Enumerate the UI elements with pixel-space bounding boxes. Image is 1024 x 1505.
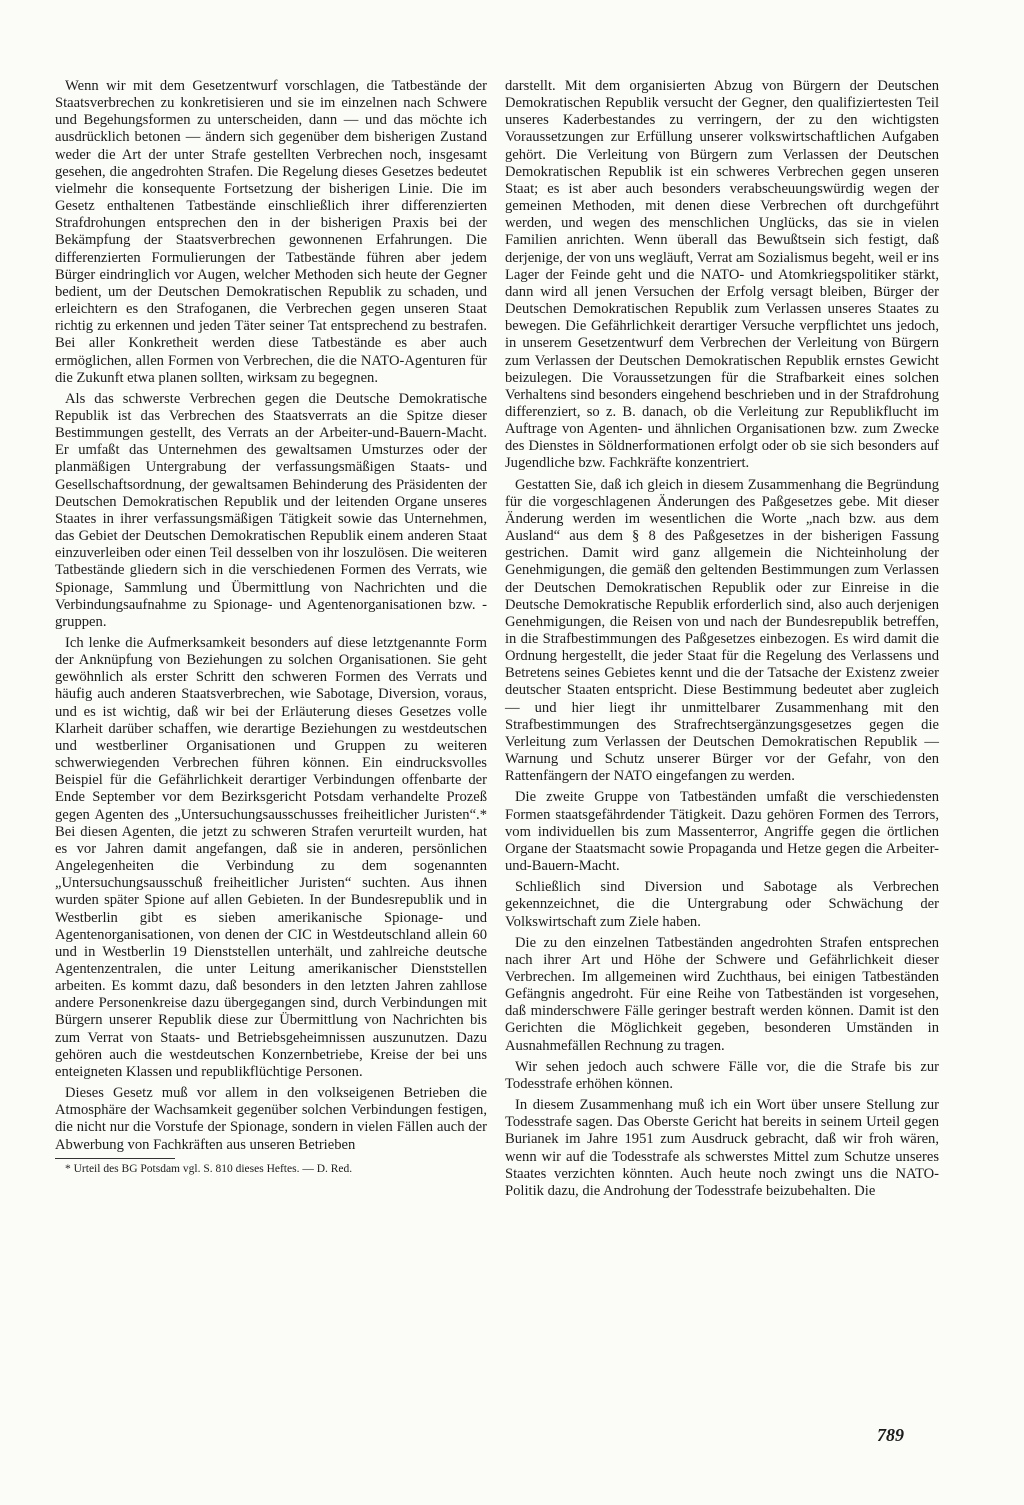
paragraph: Die zu den einzelnen Tatbeständen angedrohten Strafen entsprechen nach ihrer Art und Höhe der Schwere und Gefährlichkeit dieser Verbrechen. Im allgemeinen wird Zuchthaus, bei einigen Tatbeständen Gefängnis angedroht. Für eine Reihe von Tatbeständen ist vorgesehen, daß minderschwere Fälle geringer bestraft werden können. Damit ist den Gerichten die Möglichkeit gegeben, besonderen Umständen in Ausnahmefällen Rechnung zu tragen. [505,934,939,1054]
left-column [55,78,487,1180]
page-number: 789 [877,1425,904,1445]
paragraph: Wir sehen jedoch auch schwere Fälle vor, die die Strafe bis zur Todesstrafe erhöhen können. [505,1058,939,1092]
paragraph: Wenn wir mit dem Gesetzentwurf vorschlagen, die Tatbestände der Staatsverbrechen zu konkretisieren und sie im einzelnen nach Schwere und Begehungsformen zu unterscheiden, dann — und das möchte ich ausdrücklich betonen — ändern sich gegenüber dem bisherigen Zustand weder die Art der unter Strafe gestellten Verbrechen noch, insgesamt gesehen, die angedrohten Strafen. Die Regelung dieses Gesetzes bedeutet vielmehr die konsequente Fortsetzung der bisherigen Linie. Die im Gesetz enthaltenen Tatbestände einschließlich ihrer differenzierten Strafdrohungen entsprechen den in der bisherigen Praxis bei der Bekämpfung der Staatsverbrechen gewonnenen Erfahrungen. Die differenzierten Formulierungen der Tatbestände führen aber jedem Bürger eindringlich vor Augen, welcher Methoden sich heute der Gegner bedient, um der Deutschen Demokratischen Republik zu schaden, und erleichtern es den Strafoganen, die Verbrechen gegen unseren Staat richtig zu erkennen und jeden Täter seiner Tat entsprechend zu bestrafen. Bei aller Konkretheit werden diese Tatbestände es aber auch ermöglichen, allen Formen von Verbrechen, die die NATO-Agenturen für die Zukunft etwa planen sollten, wirksam zu begegnen. [55,78,487,386]
right-column [505,78,939,1204]
paragraph: In diesem Zusammenhang muß ich ein Wort über unsere Stellung zur Todesstrafe sagen. Das Oberste Gericht hat bereits in seinem Urteil gegen Burianek im Jahre 1951 zum Ausdruck gebracht, daß wir froh wären, wenn wir auf die Todesstrafe als schwerstes Mittel zum Schutze unseres Staates verzichten könnten. Auch heute noch zwingt uns die NATO-Politik dazu, die Androhung der Todesstrafe beizubehalten. Die [505,1097,939,1199]
paragraph: Die zweite Gruppe von Tatbeständen umfaßt die verschiedensten Formen staatsgefährdender Tätigkeit. Dazu gehören Formen des Terrors, vom individuellen bis zum Massenterror, Angriffe gegen die örtlichen Organe der Staatsmacht sowie Propaganda und Hetze gegen die Arbeiter-und-Bauern-Macht. [505,789,939,875]
paragraph: Ich lenke die Aufmerksamkeit besonders auf diese letztgenannte Form der Anknüpfung von Beziehungen zu solchen Organisationen. Sie geht gewöhnlich als erster Schritt den schweren Formen des Verrats und häufig auch anderen Staatsverbrechen, wie Sabotage, Diversion, voraus, und es ist wichtig, daß wir bei der Erläuterung dieses Gesetzes volle Klarheit darüber schaffen, wie derartige Beziehungen zu westdeutschen und westberliner Organisationen und Gruppen zu weiteren schwerwiegenden Verbrechen führen können. Ein eindrucksvolles Beispiel für die Gefährlichkeit derartiger Verbindungen offenbarte der Ende September vor dem Bezirksgericht Potsdam verhandelte Prozeß gegen Agenten des „Untersuchungsausschusses freiheitlicher Juristen“.* Bei diesen Agenten, die jetzt zu schweren Strafen verurteilt wurden, hat es vor Jahren damit angefangen, daß sie in anderen, persönlichen Angelegenheiten die Verbindung zu dem sogenannten „Untersuchungsausschuß freiheitlicher Juristen“ suchten. Aus ihnen wurden später Spione auf allen Gebieten. In der Bundesrepublik und in Westberlin gibt es sieben amerikanische Spionage- und Agentenorganisationen, von denen der CIC in Westdeutschland allein 60 und in Westberlin 19 Dienststellen unterhält, und zahlreiche deutsche Agentenzentralen, die unter Leitung amerikanischer Dienststellen arbeiten. Es kommt dazu, daß besonders in den letzten Jahren zahllose andere Personenkreise dazu übergegangen sind, durch Verbindungen mit Bürgern unserer Republik diese zur Übermittlung von Nachrichten bis zum Verrat von Staats- und Betriebsgeheimnissen auszunutzen. Dazu gehören auch die westdeutschen Konzernbetriebe, Kreise der bei uns enteigneten Klassen und republikflüchtige Personen. [55,635,487,1080]
footnote-divider [55,1158,175,1159]
paragraph: Als das schwerste Verbrechen gegen die Deutsche Demokratische Republik ist das Verbrechen des Staatsverrats an die Spitze dieser Bestimmungen gestellt, des Verrats an der Arbeiter-und-Bauern-Macht. Er umfaßt das Unternehmen des gewaltsamen Umsturzes oder der planmäßigen Untergrabung der verfassungsmäßigen Staats- und Gesellschaftsordnung, der gewaltsamen Behinderung des Präsidenten der Deutschen Demokratischen Republik und der leitenden Organe unseres Staates in ihrer verfassungsmäßigen Tätigkeit sowie das Unternehmen, das Gebiet der Deutschen Demokratischen Republik einem anderen Staat einzuverleiben oder einen Teil desselben von ihr loszulösen. Die weiteren Tatbestände gliedern sich in die verschiedenen Formen des Verrats, wie Spionage, Sammlung und Übermittlung von Nachrichten und die Verbindungsaufnahme zu Spionage- und Agentenorganisationen bzw. -gruppen. [55,390,487,630]
footnote: * Urteil des BG Potsdam vgl. S. 810 dieses Heftes. — D. Red. [65,1162,353,1175]
paragraph: Schließlich sind Diversion und Sabotage als Verbrechen gekennzeichnet, die die Untergrabung oder Schwächung der Volkswirtschaft zum Ziele haben. [505,879,939,930]
paragraph: Dieses Gesetz muß vor allem in den volkseigenen Betrieben die Atmosphäre der Wachsamkeit gegenüber solchen Verbindungen festigen, die nicht nur die Vorstufe der Spionage, sondern in vielen Fällen auch der Abwerbung von Fachkräften aus unseren Betrieben [55,1085,487,1153]
paragraph-continuation: darstellt. Mit dem organisierten Abzug von Bürgern der Deutschen Demokratischen Republik versucht der Gegner, den qualifiziertesten Teil unseres Kaderbestandes zu verringern, der zu den wichtigsten Voraussetzungen zur Erfüllung unserer volkswirtschaftlichen Aufgaben gehört. Die Verleitung von Bürgern zum Verlassen der Deutschen Demokratischen Republik ist ein schweres Verbrechen gegen unseren Staat; es ist aber auch besonders verabscheuungswürdig wegen der gemeinen Methoden, mit denen diese Verbrechen oft durchgeführt werden, und wegen des menschlichen Unglücks, das sie in vielen Familien anrichten. Wenn überall das Bewußtsein sich festigt, daß derjenige, der von uns wegläuft, Verrat am Sozialismus begeht, weil er ins Lager der Feinde geht und die NATO- und Atomkriegspolitiker stärkt, dann wird all jenen Versuchen der Erfolg versagt bleiben, Bürger der Deutschen Demokratischen Republik zum Verlassen unseres Staates zu bewegen. Die Gefährlichkeit derartiger Versuche verpflichtet uns jedoch, in unserem Gesetzentwurf dem Verbrechen der Verleitung von Bürgern zum Verlassen der Deutschen Demokratischen Republik ernstes Gewicht beizulegen. Die Voraussetzungen für die Strafbarkeit eines solchen Verhaltens sind besonders eingehend beschrieben und in der Strafdrohung differenziert, so z. B. danach, ob die Verleitung zur Republikflucht im Auftrage von Agenten- und ähnlichen Organisationen bzw. zum Zwecke des Dienstes in Söldnerformationen erfolgt oder ob sie sich besonders auf Jugendliche bzw. Fachkräfte konzentriert. [505,78,939,472]
paragraph: Gestatten Sie, daß ich gleich in diesem Zusammenhang die Begründung für die vorgeschlagenen Änderungen des Paßgesetzes gebe. Mit dieser Änderung werden im wesentlichen die Worte „nach bzw. aus dem Ausland“ aus dem § 8 des Paßgesetzes in der bisherigen Fassung gestrichen. Damit wird ganz allgemein die Nichteinholung der Genehmigungen, die gemäß den geltenden Bestimmungen zum Verlassen der Deutschen Demokratischen Republik oder zur Einreise in die Deutsche Demokratische Republik erforderlich sind, also auch derjenigen Genehmigungen, die Reisen von und nach der Bundesrepublik betreffen, in die Strafbestimmungen des Paßgesetzes einbezogen. Es wird damit die Ordnung hergestellt, die jeder Staat für die Regelung des Verlassens und Betretens seines Gebietes kennt und die der Tatsache der Existenz zweier deutscher Staaten entspricht. Diese Bestimmung bedeutet aber zugleich — und hier liegt ihr unmittelbarer Zusammenhang mit den Strafbestimmungen des Strafrechtsergänzungsgesetzes gegen die Verleitung zum Verlassen der Deutschen Demokratischen Republik — Warnung und Schutz unserer Bürger vor der Gefahr, von den Rattenfängern der NATO eingefangen zu werden. [505,476,939,785]
